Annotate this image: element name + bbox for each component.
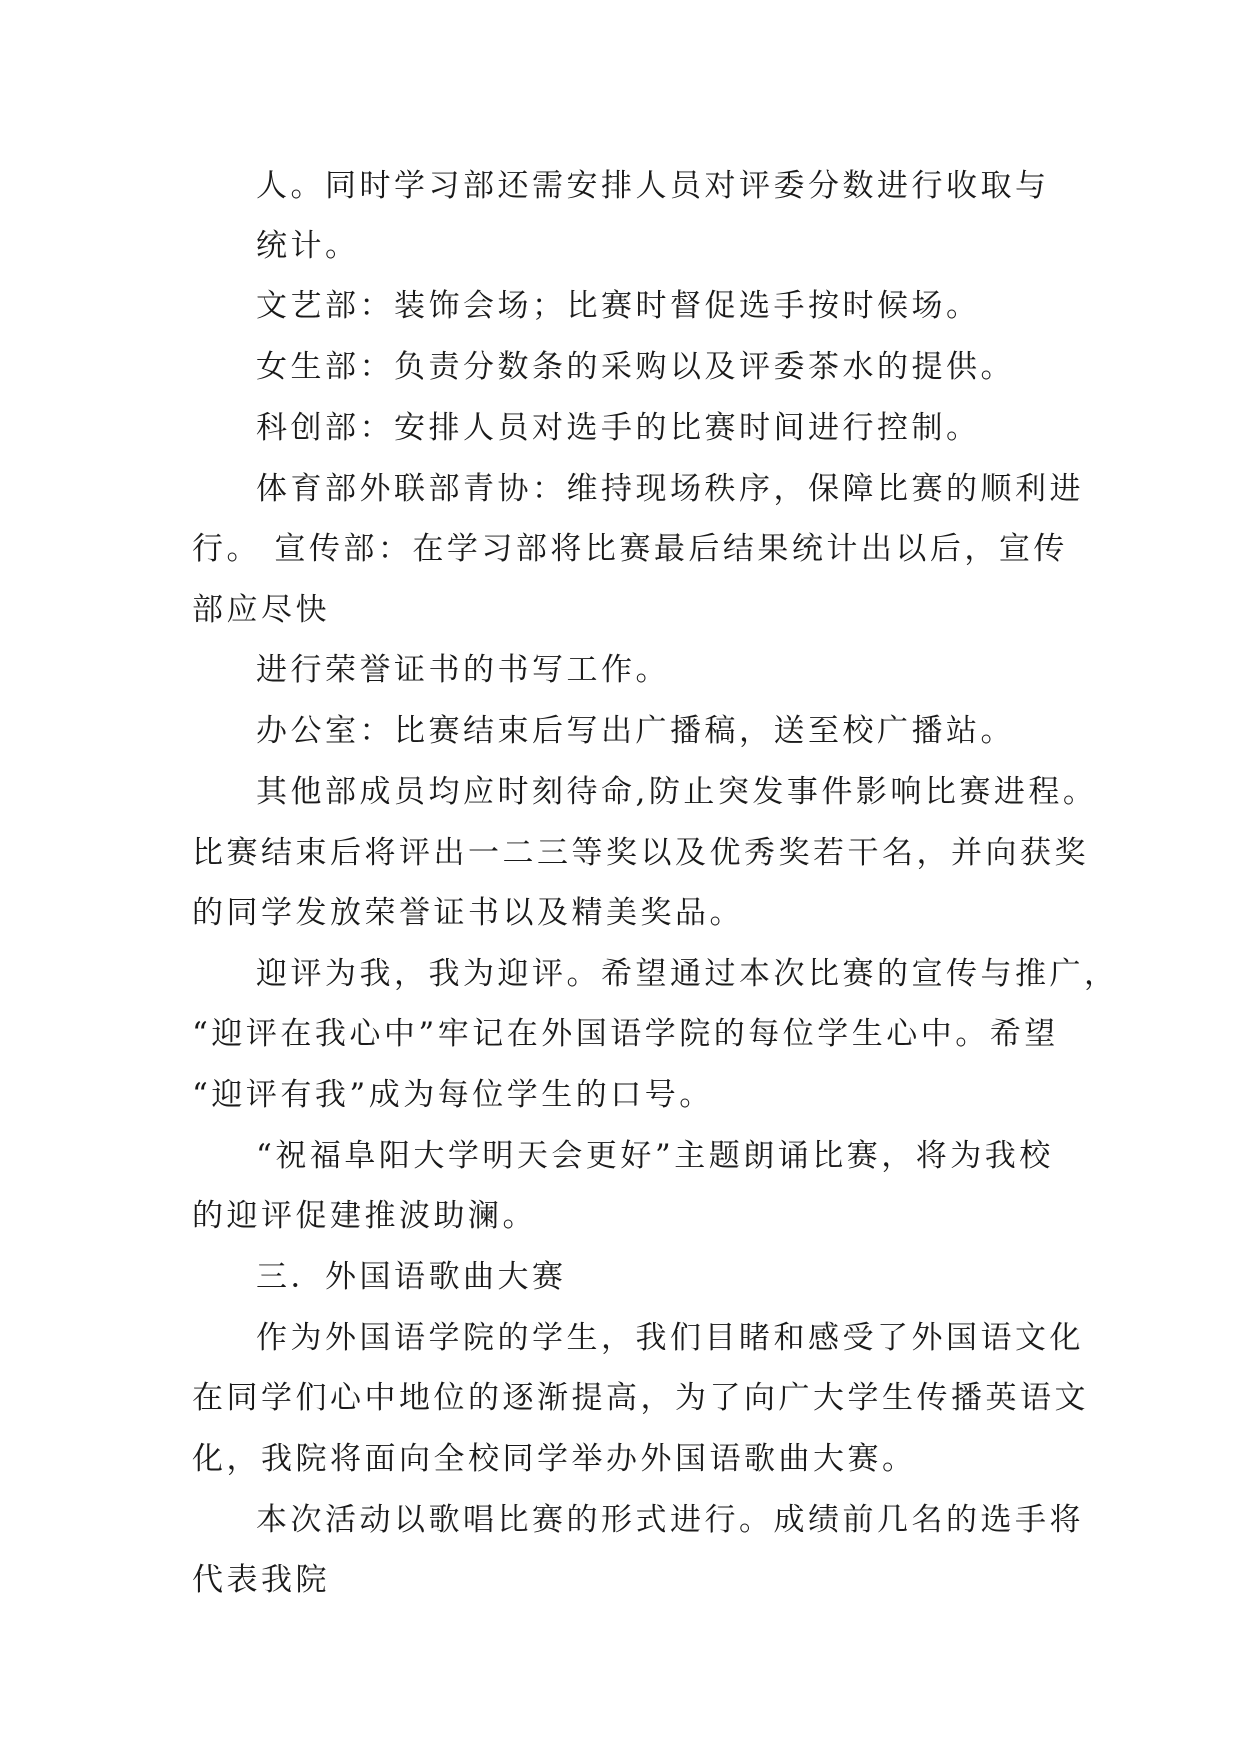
text-line: 迎评为我，我为迎评。希望通过本次比赛的宣传与推广， <box>256 956 1119 992</box>
text-line: “迎评有我”成为每位学生的口号。 <box>192 1077 714 1113</box>
section-heading: 三．外国语歌曲大赛 <box>256 1259 567 1295</box>
text-line: 化，我院将面向全校同学举办外国语歌曲大赛。 <box>192 1441 917 1477</box>
text-line: 女生部：负责分数条的采购以及评委茶水的提供。 <box>256 349 1015 385</box>
text-line: “祝福阜阳大学明天会更好”主题朗诵比赛，将为我校 <box>256 1138 1054 1174</box>
text-line: 本次活动以歌唱比赛的形式进行。成绩前几名的选手将 <box>256 1502 1084 1538</box>
text-line: 其他部成员均应时刻待命,防止突发事件影响比赛进程。 <box>256 774 1098 810</box>
text-line: 作为外国语学院的学生，我们目睹和感受了外国语文化 <box>256 1320 1084 1356</box>
text-line: 比赛结束后将评出一二三等奖以及优秀奖若干名，并向获奖 <box>192 835 1089 871</box>
text-line: “迎评在我心中”牢记在外国语学院的每位学生心中。希望 <box>192 1016 1059 1052</box>
text-line: 统计。 <box>256 228 360 264</box>
text-line: 进行荣誉证书的书写工作。 <box>256 652 670 688</box>
text-line: 的迎评促建推波助澜。 <box>192 1198 537 1234</box>
text-line: 科创部：安排人员对选手的比赛时间进行控制。 <box>256 410 981 446</box>
text-line: 人。同时学习部还需安排人员对评委分数进行收取与 <box>256 168 1050 204</box>
text-line: 行。 宣传部：在学习部将比赛最后结果统计出以后，宣传 <box>192 531 1068 567</box>
text-line: 的同学发放荣誉证书以及精美奖品。 <box>192 895 744 931</box>
text-line: 代表我院 <box>192 1562 330 1598</box>
text-line: 办公室：比赛结束后写出广播稿，送至校广播站。 <box>256 713 1015 749</box>
text-line: 体育部外联部青协：维持现场秩序，保障比赛的顺利进 <box>256 471 1084 507</box>
text-line: 部应尽快 <box>192 592 330 628</box>
text-line: 文艺部：装饰会场；比赛时督促选手按时候场。 <box>256 288 981 324</box>
text-line: 在同学们心中地位的逐渐提高，为了向广大学生传播英语文 <box>192 1380 1089 1416</box>
